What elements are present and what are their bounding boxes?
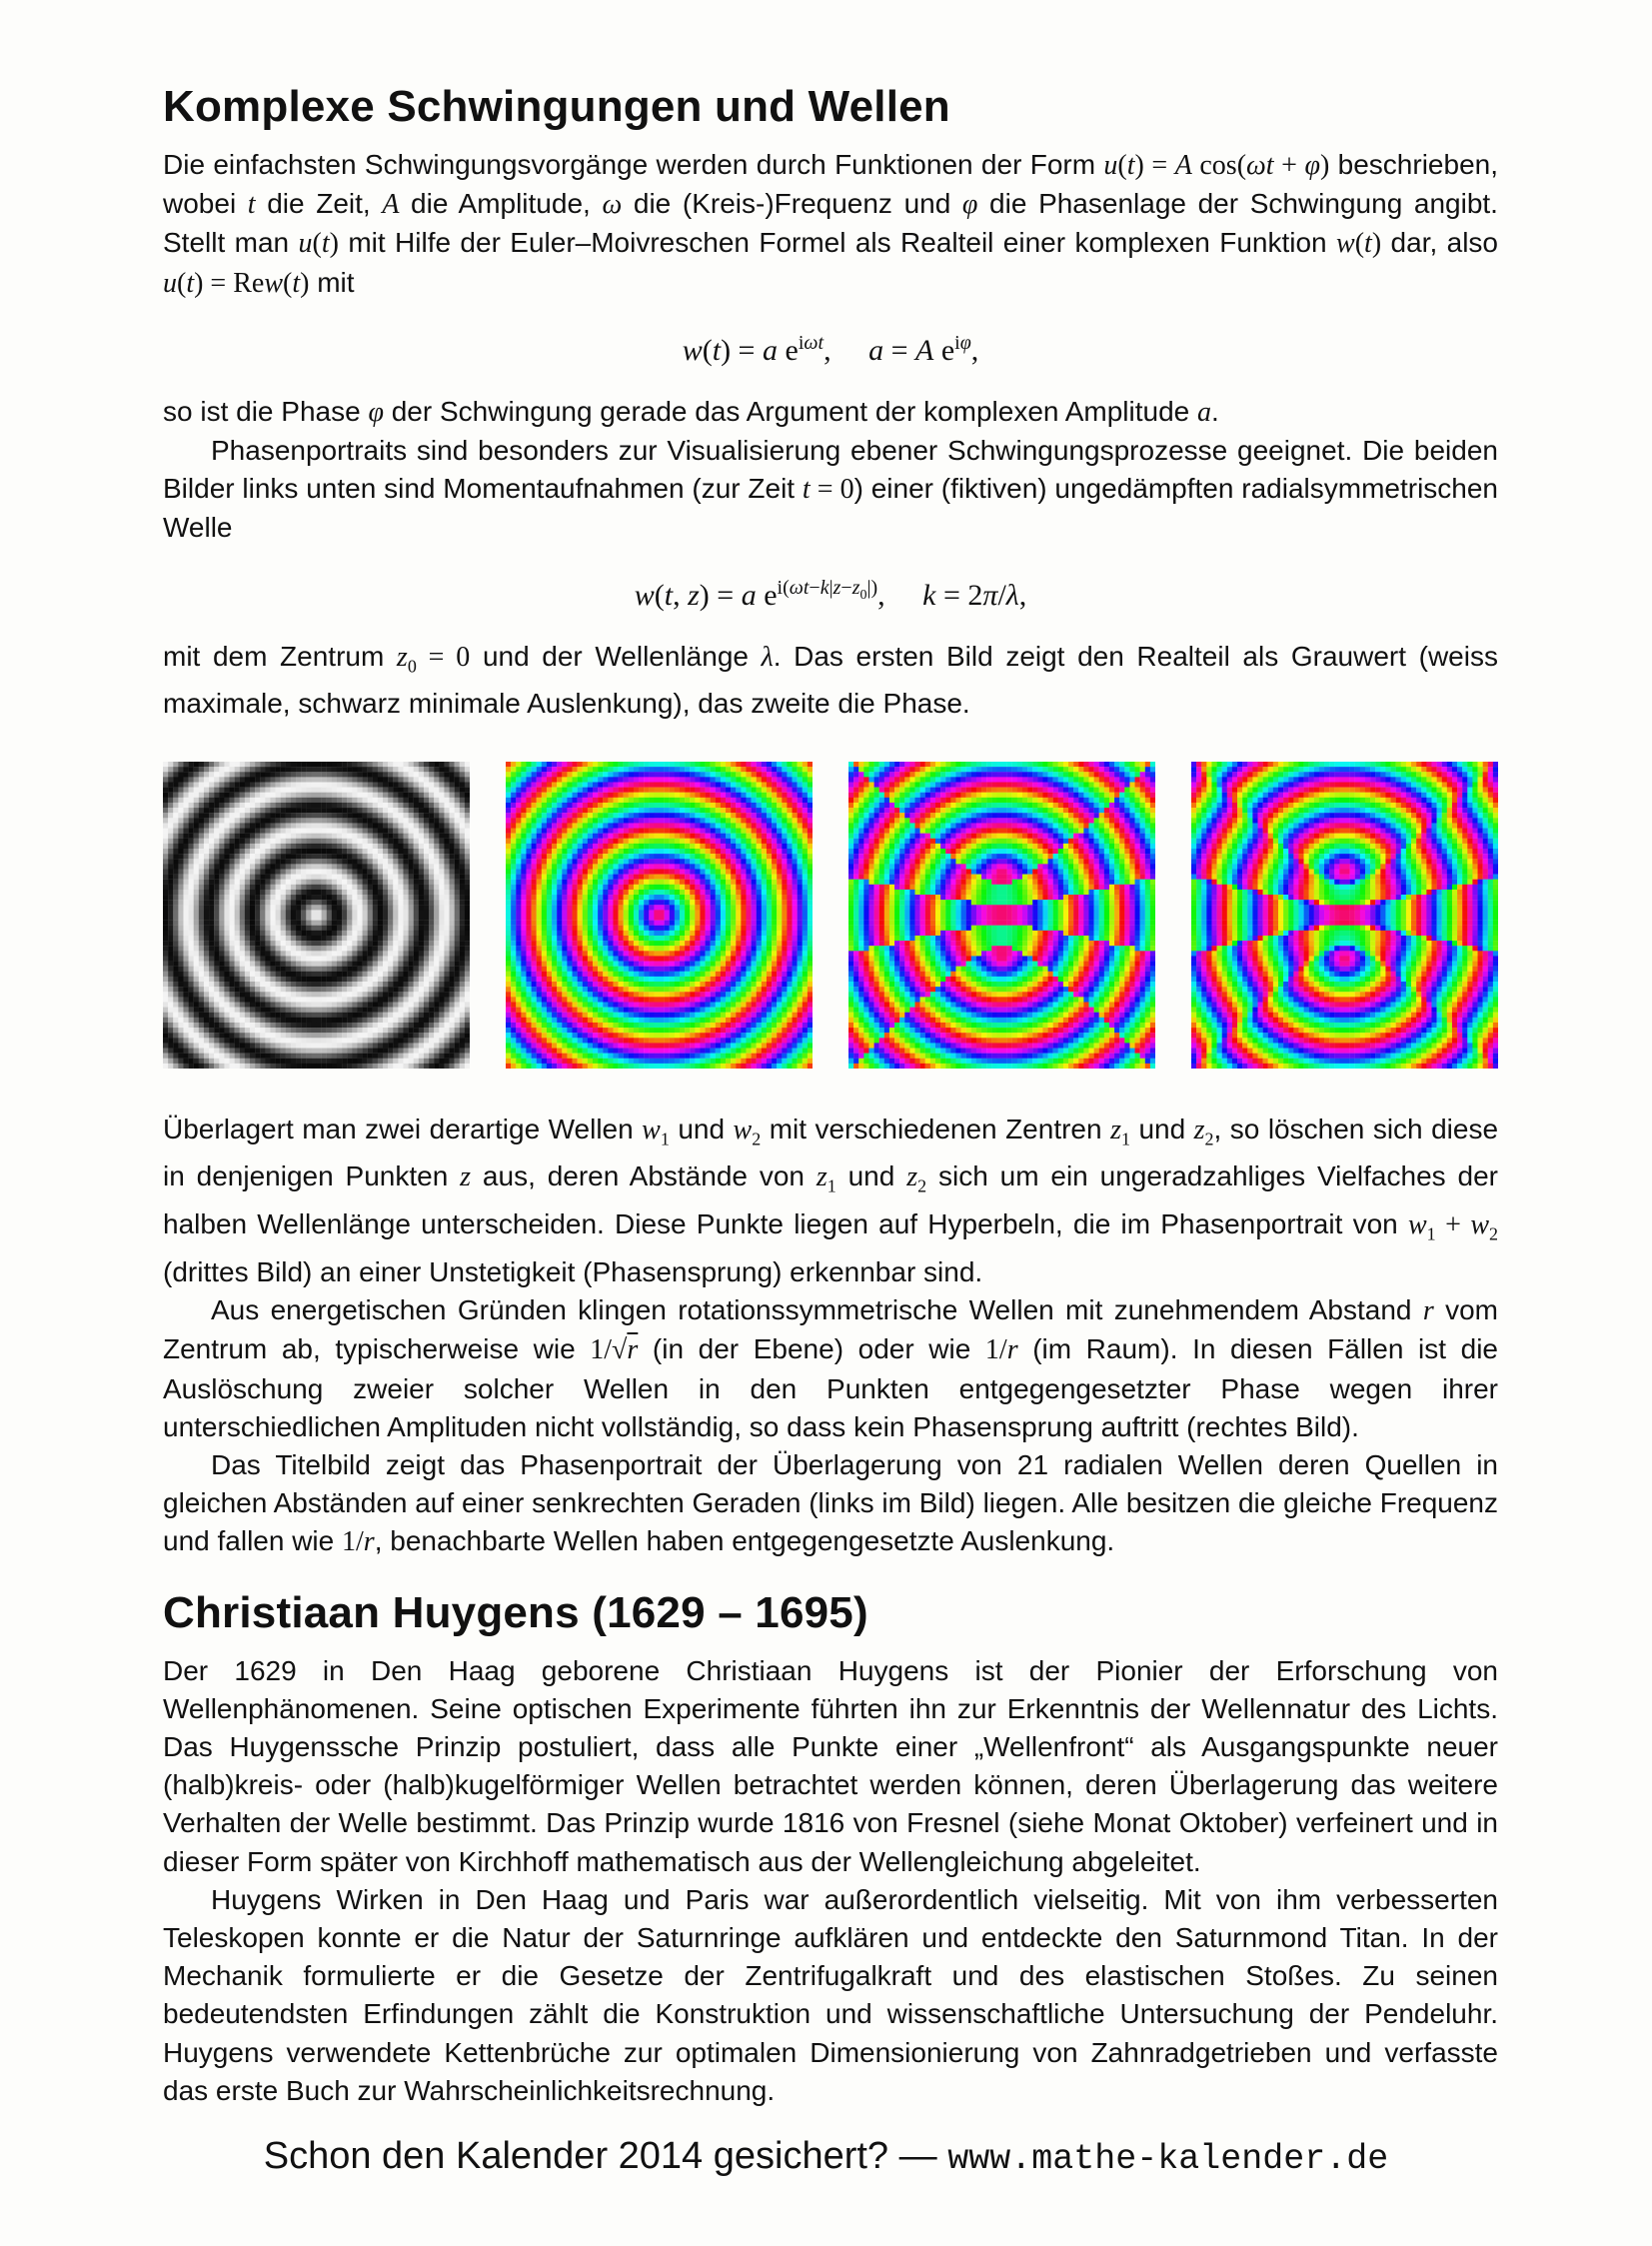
paragraph-energetisch: Aus energetischen Gründen klingen rotationssymmetrische Wellen mit zunehmendem Abstand r vom Zentrum ab, typischerweise wie 1/√r (in der Ebene) oder wie 1/r (im Raum). In diesen Fällen ist die Auslöschung zweier solcher Wellen in den Punkten entgegengesetzter Phase wegen ihrer unterschiedlichen Amplituden nicht vollständig, so dass kein Phasensprung auftritt (rechtes Bild). [163, 1294, 1499, 1442]
section-title-schwingungen: Komplexe Schwingungen und Wellen [163, 82, 950, 131]
paragraph-phase-argument: so ist die Phase φ der Schwingung gerade das Argument der komplexen Amplitude a. [163, 395, 1219, 428]
paragraph-intro: Die einfachsten Schwingungsvorgänge werden durch Funktionen der Form u(t) = A cos(ωt + φ) beschrieben, wobei t die Zeit, A die Amplitude, ω die (Kreis-)Frequenz und φ die Phasenlage der Schwingung angibt. Stellt man u(t) mit Hilfe der Euler–Moivreschen Formel als Realteil einer komplexen Funktion w(t) dar, also u(t) = Rew(t) mit [163, 149, 1498, 299]
formula-radial-wave: w(t, z) = a $e^{i(\omega t-k|z-z_0|)}$, k = 2π/λ, [634, 576, 1027, 612]
footer-url[interactable]: www.mathe-kalender.de [947, 2139, 1389, 2179]
paragraph-huygens-2: Huygens Wirken in Den Haag und Paris war außerordentlich vielseitig. Mit von ihm verbesserten Teleskopen konnte er die Natur der Saturnringe aufklären und entdeckte den Saturnmond Titan. In der Mechanik formulierte er die Gesetze der Zentrifugalkraft und des elastischen Stoßes. Zu seinen bedeutendsten Erfindungen zählt die Konstruktion und wissenschaftliche Untersuchung der Pendeluhr. Huygens verwendete Kettenbrüche zur optimalen Dimensionierung von Zahnradgetrieben und verfasste das erste Buch zur Wahrscheinlichkeitsrechnung. [163, 1883, 1498, 2106]
figure-phase-eine-welle [506, 762, 813, 1069]
paragraph-phasenportraits: Phasenportraits sind besonders zur Visualisierung ebener Schwingungsprozesse geeignet. Die beiden Bilder links unten sind Momentaufnahmen (zur Zeit t = 0) einer (fiktiven) ungedämpften radialsymmetrischen Welle [163, 435, 1499, 544]
footer [0, 2135, 1652, 2179]
page-content [163, 60, 1498, 2110]
figure-phase-zwei-wellen [848, 762, 1155, 1069]
section-title-huygens: Christiaan Huygens (1629 – 1695) [163, 1587, 868, 1637]
paragraph-huygens-1: Der 1629 in Den Haag geborene Christiaan Huygens ist der Pionier der Erforschung von Wellenphänomenen. Seine optischen Experimente führten ihn zur Erkenntnis der Wellennatur des Lichts. Das Huygenssche Prinzip postuliert, dass alle Punkte einer „Wellenfront“ als Ausgangspunkte neuer (halb)kreis- oder (halb)kugelförmiger Wellen betrachtet werden können, deren Überlagerung das weitere Verhalten der Welle bestimmt. Das Prinzip wurde 1816 von Fresnel (siehe Monat Oktober) verfeinert und in dieser Form später von Kirchhoff mathematisch aus der Wellengleichung abgeleitet. [163, 1654, 1498, 1877]
paragraph-zentrum: mit dem Zentrum $z_0 = 0$ und der Wellenlänge λ. Das ersten Bild zeigt den Realteil als Grauwert (weiss maximale, schwarz minimale Auslenkung), das zweite die Phase. [163, 640, 1498, 720]
figure-phase-zwei-wellen-gedaempft [1191, 762, 1498, 1069]
figure-row [163, 762, 1498, 1069]
footer-text: Schon den Kalender 2014 gesichert? — [263, 2135, 937, 2177]
figure-realteil-grauwert [163, 762, 470, 1069]
paragraph-titelbild: Das Titelbild zeigt das Phasenportrait der Überlagerung von 21 radialen Wellen deren Quellen in gleichen Abständen auf einer senkrechten Geraden (links im Bild) liegen. Alle besitzen die gleiche Frequenz und fallen wie 1/r, benachbarte Wellen haben entgegengesetzte Auslenkung. [163, 1449, 1498, 1558]
paragraph-ueberlagerung: Überlagert man zwei derartige Wellen $w_1$ und $w_2$ mit verschiedenen Zentren $z_1$ und $z_2$, so löschen sich diese in denjenigen Punkten z aus, deren Abstände von $z_1$ und $z_2$ sich um ein ungeradzahliges Vielfaches der halben Wellenlänge unterscheiden. Diese Punkte liegen auf Hyperbeln, die im Phasenportrait von $w_1 + w_2$ (drittes Bild) an einer Unstetigkeit (Phasensprung) erkennbar sind. [163, 1113, 1499, 1288]
formula-complex-oscillation: w(t) = a $e^{i\omega t}$, a = A $e^{i\varphi}$, [682, 331, 979, 367]
